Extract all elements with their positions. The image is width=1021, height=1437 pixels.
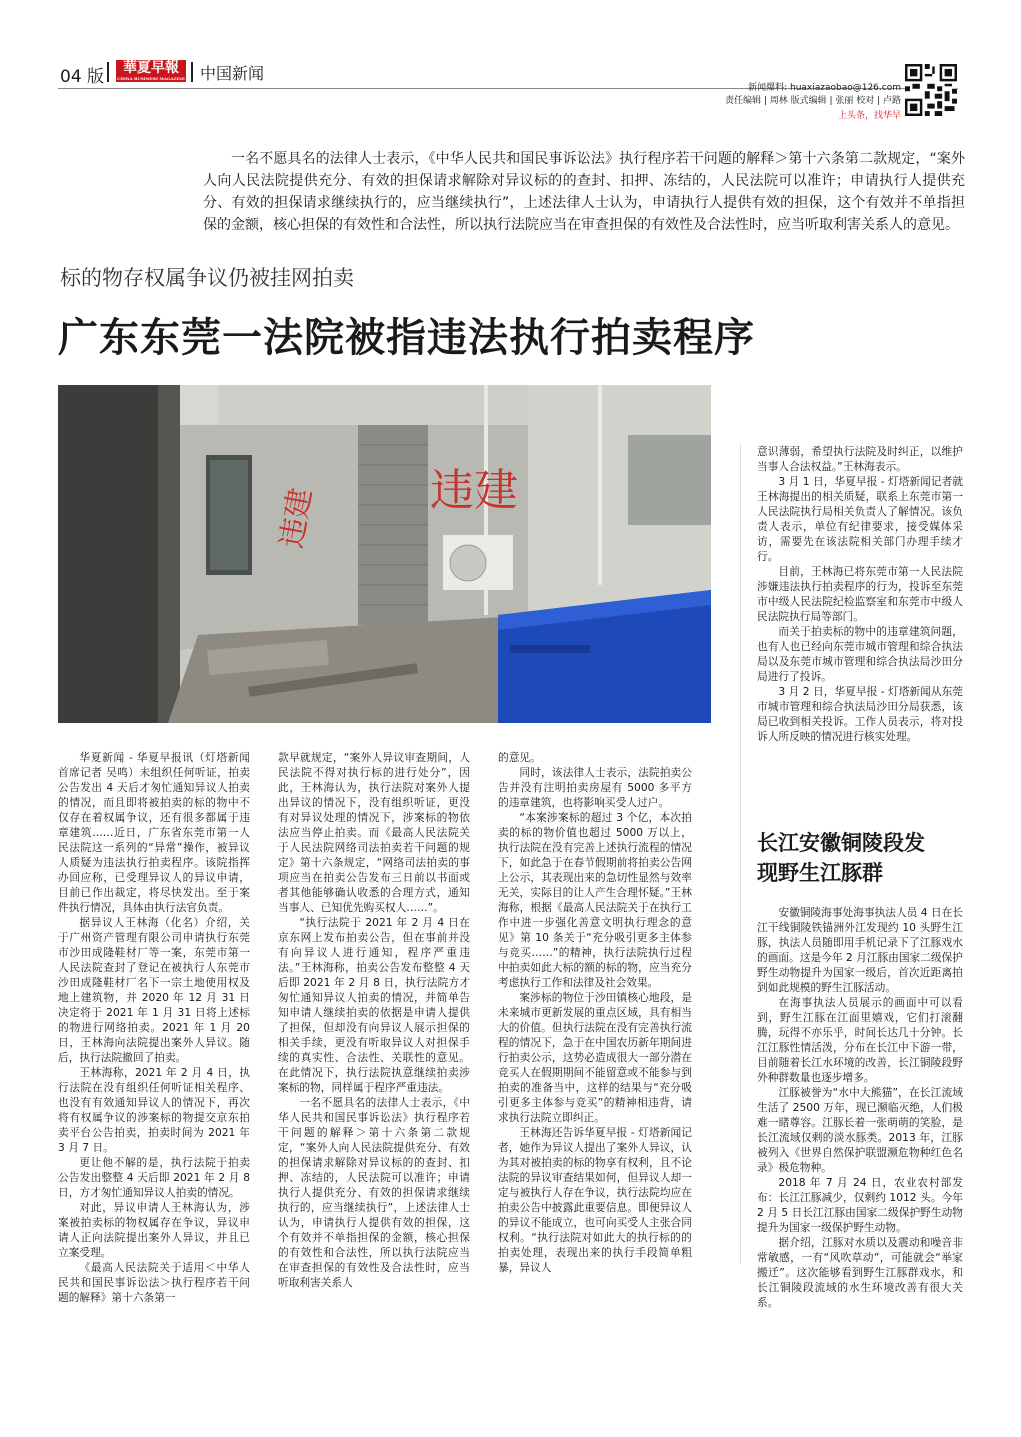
headline-line: 现野生江豚群 (757, 861, 883, 885)
paragraph: “本案涉案标的超过 3 个亿，本次拍卖的标的物价值也超过 5000 万以上，执行法院在没有完善上述执行流程的情况下，如此急于在春节假期前将拍卖公告网上公示，其表现出来的急切性显然与效率无关，实际目的让人产生合理怀疑。”王林海称，根据《最高人民法院关于在执行工作中进一步强化善意文明执行理念的意见》第 10 条关于“充分吸引更多主体参与竞买……”的精神，执行法院执行过程中拍卖如此大标的额的标的物，应当充分考虑执行工作和法律及社会效果。 (498, 811, 692, 989)
paragraph: 王林海称，2021 年 2 月 4 日，执行法院在没有组织任何听证相关程序、也没有有效通知异议人的情况下，再次将有权属争议的涉案标的物提交京东拍卖平台公告拍卖，拍卖时间为 2021 年 3 月 7 日。 (58, 1066, 250, 1154)
paragraph: 的意见。 (498, 751, 541, 764)
paragraph: 3 月 2 日，华夏早报 - 灯塔新闻从东莞市城市管理和综合执法局沙田分局获悉，该局已收到相关投诉。工作人员表示，将对投诉人所反映的情况进行核实处理。 (757, 685, 963, 743)
hotline: 新闻爆料: huaxiazaobao@126.com (748, 83, 901, 93)
column-divider (740, 444, 741, 1264)
article-column-4 (757, 444, 963, 744)
paragraph: 江豚被誉为“水中大熊猫”，在长江流域生活了 2500 万年，现已濒临灭绝，人们极难一睹尊容。江豚长着一张萌萌的笑脸，是长江流域仅剩的淡水豚类。2013 年，江豚被列入《世界自然保护联盟濒危物种红色名录》极危物种。 (757, 1086, 963, 1174)
article-column-2 (278, 750, 470, 1290)
headline: 广东东莞一法院被指违法执行拍卖程序 (58, 315, 755, 361)
page-number: 04 版 (60, 67, 105, 87)
paragraph: 据介绍，江豚对水质以及震动和噪音非常敏感，一有“风吹草动”，可能就会“举家搬迁”。这次能够看到野生江豚群戏水，和长江铜陵段流域的水生环境改善有很大关系。 (757, 1236, 963, 1309)
paragraph: 据异议人王林海（化名）介绍，关于广州资产管理有限公司申请执行东莞市沙田成隆鞋材厂等一案，东莞市第一人民法院查封了登记在被执行人东莞市沙田成隆鞋材厂名下一宗土地使用权及地上建筑物，并 2020 年 12 月 31 日决定将于 2021 年 1 月 31 日将上述标的物进行网络拍卖。2021 年 1 月 20 日，王林海向法院提出案外人异议。随后，执行法院撤回了拍卖。 (58, 916, 250, 1064)
news-photo (58, 385, 711, 723)
paragraph: “执行法院于 2021 年 2 月 4 日在京东网上发布拍卖公告，但在事前并没有向异议人进行通知，程序严重违法。”王林海称，拍卖公告发布整整 4 天后即 2021 年 2 月 8 日，执行法院方才匆忙通知异议人拍卖的情况，并简单告知申请人继续拍卖的依据是申请人提供了担保，但却没有向异议人展示担保的相关手续，更没有听取异议人对担保手续的真实性、合法性、关联性的意见。在此情况下，执行法院执意继续拍卖涉案标的物，同样属于程序严重违法。 (278, 916, 470, 1094)
paragraph: 华夏新闻 - 华夏早报讯（灯塔新闻首席记者 吴鸣）未组织任何听证，拍卖公告发出 4 天后才匆忙通知异议人拍卖的情况，而且即将被拍卖的标的物中不仅存在着权属争议，还有很多都属于违章建筑……近日，广东省东莞市第一人民法院这一系列的“异常”操作，被异议人质疑为违法执行拍卖程序。该院指挥办回应称，已受理异议人的异议申请，目前已作出裁定，将尽快发出。至于案件执行情况，具体由执行法官负责。 (58, 751, 250, 914)
logo-subtext: CHINA BUSINESS MAGAZINE (117, 76, 185, 81)
paragraph: 3 月 1 日，华夏早报 - 灯塔新闻记者就王林海提出的相关质疑，联系上东莞市第一人民法院执行局相关负责人了解情况。该负责人表示，单位有纪律要求，接受媒体采访，需要先在该法院相关部门办理手续才行。 (757, 475, 963, 563)
headline-line: 长江安徽铜陵段发 (757, 831, 925, 855)
newspaper-logo (116, 60, 186, 82)
paragraph: 而关于拍卖标的物中的违章建筑问题，也有人也已经向东莞市城市管理和综合执法局以及东莞市城市管理和综合执法局沙田分局进行了投诉。 (757, 625, 963, 683)
divider (107, 62, 109, 82)
divider (191, 62, 193, 82)
graffiti-text: 违建 (430, 465, 518, 516)
paragraph: 款早就规定，“案外人异议审查期间，人民法院不得对执行标的进行处分”，因此，王林海认为，执行法院对案外人提出异议的情况下，没有组织听证，更没有对异议处理的情况下，涉案标的物依法应当停止拍卖。而《最高人民法院关于人民法院网络司法拍卖若干问题的规定》第十六条规定，“网络司法拍卖的事项应当在拍卖公告发布三日前以书面或者其他能够确认收悉的合理方式，通知当事人、已知优先购买权人……”。 (278, 751, 470, 914)
article-column-1 (58, 750, 250, 1305)
paragraph: 《最高人民法院关于适用＜中华人民共和国民事诉讼法＞执行程序若干问题的解释》第十六条第一 (58, 1261, 250, 1304)
paragraph: 王林海还告诉华夏早报 - 灯塔新闻记者，她作为异议人提出了案外人异议，认为其对被拍卖的标的物享有权利，且不论法院的异议审查结果如何，但异议人却一定与被执行人存在争议，执行法院均应在拍卖公告中披露此重要信息。即便异议人的异议不能成立，也可向买受人主张合同权利。“执行法院对如此大的执行标的的拍卖处理，表现出来的执行手段简单粗暴，异议人 (498, 1126, 692, 1274)
paragraph: 同时，该法律人士表示，法院拍卖公告并没有注明拍卖房屋有 5000 多平方的违章建筑，也将影响买受人过户。 (498, 766, 692, 809)
paragraph: 在海事执法人员展示的画面中可以看到，野生江豚在江面里嬉戏，它们打滚翻腾，玩得不亦乐乎，时间长达几十分钟。长江江豚性情活泼，分布在长江中下游一带，目前随着长江水环境的改善，长江铜陵段野外种群数量也逐步增多。 (757, 996, 963, 1084)
contact-info (716, 82, 901, 108)
paragraph: 安徽铜陵海事处海事执法人员 4 日在长江干线铜陵铁锚洲外江发现约 10 头野生江豚，执法人员随即用手机记录下了江豚戏水的画面。这是今年 2 月江豚由国家二级保护野生动物提升为国家一级后，首次近距离拍到如此规模的野生江豚活动。 (757, 906, 963, 994)
paragraph: 对此，异议申请人王林海认为，涉案被拍卖标的物权属存在争议，异议申请人正向法院提出案外人异议，并且已立案受理。 (58, 1201, 250, 1259)
paragraph: 更让他不解的是，执行法院于拍卖公告发出整整 4 天后即 2021 年 2 月 8 日，方才匆忙通知异议人拍卖的情况。 (58, 1156, 250, 1199)
side-article-body (757, 905, 963, 1310)
paragraph: 2018 年 7 月 24 日，农业农村部发布：长江江豚减少，仅剩约 1012 头。今年 2 月 5 日长江江豚由国家二级保护野生动物提升为国家一级保护野生动物。 (757, 1176, 963, 1234)
kicker-subtitle: 标的物存权属争议仍被挂网拍卖 (60, 266, 354, 290)
article-column-3 (498, 750, 692, 1275)
editor-credits: 责任编辑 | 周林 版式编辑 | 张丽 校对 | 卢路 (725, 96, 901, 106)
paragraph: 目前，王林海已将东莞市第一人民法院涉嫌违法执行拍卖程序的行为，投诉至东莞市中级人民法院纪检监察室和东莞市中级人民法院执行局等部门。 (757, 565, 963, 623)
slogan: 上头条，找华早 (837, 111, 901, 121)
paragraph: 意识薄弱，希望执行法院及时纠正，以维护当事人合法权益。”王林海表示。 (757, 445, 963, 473)
side-article-headline (757, 828, 967, 888)
lead-paragraph: 一名不愿具名的法律人士表示，《中华人民共和国民事诉讼法》执行程序若干问题的解释＞第十六条第二款规定，“案外人向人民法院提供充分、有效的担保请求解除对异议标的的查封、扣押、冻结的，人民法院可以准许；申请执行人提供充分、有效的担保请求继续执行的，应当继续执行”，上述法律人士认为，申请执行人提供有效的担保，这个有效并不单指担保的金额，核心担保的有效性和合法性，所以执行法院应当在审查担保的有效性及合法性时，应当听取利害关系人的意见。 (203, 151, 965, 233)
paragraph: 案涉标的物位于沙田镇核心地段，是未来城市更新发展的重点区域，具有相当大的价值。但执行法院在没有完善执行流程的情况下，急于在中国农历新年期间进行拍卖公示，这势必造成很大一部分潜在竞买人在假期期间不能留意或不能参与到拍卖的准备当中，这样的结果与“充分吸引更多主体参与竞买”的精神相违背，请求执行法院立即纠正。 (498, 991, 692, 1124)
paragraph: 一名不愿具名的法律人士表示，《中华人民共和国民事诉讼法》执行程序若干问题的解释＞第十六条第二款规定，“案外人向人民法院提供充分、有效的担保请求解除对异议标的的查封、扣押、冻结的，人民法院可以准许；申请执行人提供充分、有效的担保请求继续执行的，应当继续执行”，上述法律人士认为，申请执行人提供有效的担保，这个有效并不单指担保的金额，核心担保的有效性和合法性，所以执行法院应当在审查担保的有效性及合法性时，应当听取利害关系人 (278, 1096, 470, 1289)
graffiti-text: 违建 (274, 485, 319, 551)
logo-text: 華夏早報 (123, 60, 179, 76)
qr-code-icon (905, 64, 957, 116)
section-title: 中国新闻 (200, 64, 265, 83)
